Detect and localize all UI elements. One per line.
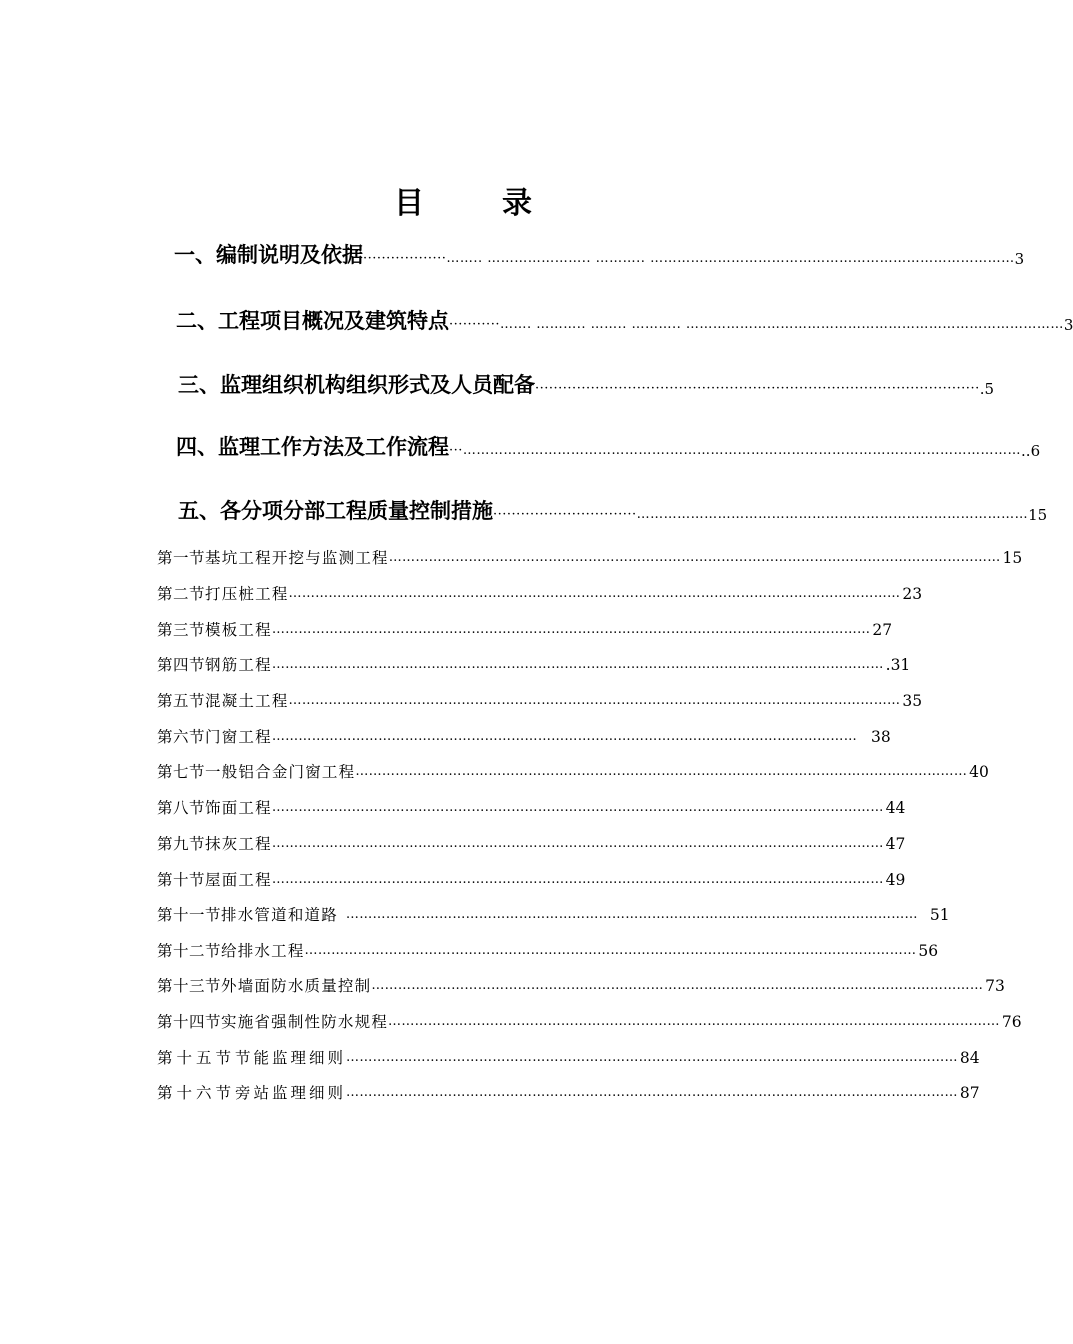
section-number: 第九节 <box>157 835 206 853</box>
toc-page-number: 73 <box>985 977 1005 995</box>
section-label: 屋面工程 <box>205 871 272 889</box>
toc-major-label: 四、监理工作方法及工作流程 <box>176 435 449 459</box>
toc-major-entry[interactable] <box>176 302 1073 336</box>
toc-section-entry[interactable] <box>157 579 923 605</box>
toc-page-number: 49 <box>885 871 906 889</box>
leader-dots: ………………………………………………………………………………………………………………………… <box>388 550 1001 565</box>
toc-page-number: 40 <box>969 763 989 781</box>
leader-dots: ………………………………………………………………………………………………………………………… <box>271 836 884 851</box>
leader-dots: ………………………………………………………………………………………………………………………… <box>371 978 984 993</box>
toc-section-entry[interactable] <box>157 650 911 676</box>
toc-page-number: 35 <box>902 692 923 710</box>
leader-dots: ………………………………………………………………………………………………………………………… <box>271 800 884 815</box>
section-number: 第五节 <box>157 692 206 710</box>
section-label: 排水管道和道路 <box>221 906 338 924</box>
toc-page-number: .31 <box>885 656 911 674</box>
section-label: 打压桩工程 <box>205 585 289 603</box>
section-label: 饰面工程 <box>205 799 272 817</box>
toc-page-number: 84 <box>959 1049 980 1067</box>
toc-page-number: 15 <box>1002 549 1023 567</box>
section-number: 第十五节 <box>157 1049 236 1067</box>
toc-section-entry[interactable] <box>157 829 906 855</box>
toc-page-number: 27 <box>872 621 893 639</box>
leader-dots: ………………………………………………………………………………………………………………………… <box>388 1014 1000 1029</box>
toc-major-label: 五、各分项分部工程质量控制措施 <box>178 499 493 523</box>
section-label: 混凝土工程 <box>205 692 289 710</box>
toc-page-number: .5 <box>979 380 995 398</box>
toc-section-entry[interactable] <box>157 757 989 783</box>
leader-dots: ………………………………………………………………………………………………………………………… <box>355 764 968 779</box>
section-number: 第一节 <box>157 549 206 567</box>
toc-page-number: 56 <box>918 942 939 960</box>
section-label: 旁站监理细则 <box>235 1084 347 1102</box>
leader-dots: ………………………………………………………………………………………………………………………… <box>288 586 901 601</box>
section-number: 第二节 <box>157 585 206 603</box>
toc-page-number: 38 <box>871 728 891 746</box>
section-label: 钢筋工程 <box>205 656 272 674</box>
leader-dots: ………………………………………………………………………………………………………………………… <box>346 1050 958 1065</box>
leader-dots: ………………………………………………………………………………………………………………………… <box>271 657 884 672</box>
leader-dots: ……………………………………………………………………………………………………………………… <box>271 622 871 637</box>
section-label: 外墙面防水质量控制 <box>221 977 372 995</box>
section-label: 模板工程 <box>205 621 272 639</box>
leader-dots: ·······························…………………………………………………………………………… <box>493 507 1029 522</box>
toc-page-number: 76 <box>1001 1013 1022 1031</box>
toc-page-number: 51 <box>929 906 950 924</box>
toc-major-entry[interactable] <box>178 492 1048 526</box>
toc-major-label: 一、编制说明及依据 <box>174 243 363 267</box>
toc-major-label: 二、工程项目概况及建筑特点 <box>176 309 449 333</box>
section-label: 一般铝合金门窗工程 <box>205 763 356 781</box>
toc-section-entry[interactable] <box>157 936 939 962</box>
section-number: 第六节 <box>157 728 206 746</box>
toc-page-number: 87 <box>959 1084 980 1102</box>
toc-section-entry[interactable] <box>157 1078 980 1104</box>
toc-section-entry[interactable] <box>157 722 891 748</box>
toc-section-entry[interactable] <box>157 1043 980 1069</box>
toc-section-entry[interactable] <box>157 900 950 926</box>
toc-page-number: 47 <box>885 835 906 853</box>
section-number: 第三节 <box>157 621 206 639</box>
toc-section-entry[interactable] <box>157 1007 1022 1033</box>
section-number: 第十三节 <box>157 977 222 995</box>
toc-major-entry[interactable] <box>174 236 1025 270</box>
section-number: 第十四节 <box>157 1013 222 1031</box>
toc-page-number: 23 <box>902 585 923 603</box>
section-number: 第十六节 <box>157 1084 236 1102</box>
toc-section-entry[interactable] <box>157 543 1023 569</box>
section-label: 节能监理细则 <box>235 1049 347 1067</box>
leader-dots: ···……………………………………….…………………………………………………………………… <box>449 443 1022 458</box>
toc-page-number: 3 <box>1063 316 1073 334</box>
section-number: 第十节 <box>157 871 206 889</box>
section-label: 给排水工程 <box>221 942 305 960</box>
section-label: 抹灰工程 <box>205 835 272 853</box>
toc-page-number: 44 <box>885 799 906 817</box>
leader-dots: ………………………………………………………………………………………………………………………… <box>304 943 917 958</box>
toc-page-number: ..6 <box>1021 442 1041 460</box>
toc-major-entry[interactable] <box>176 428 1041 462</box>
leader-dots: ································································································ <box>535 381 980 396</box>
toc-major-entry[interactable] <box>178 366 995 400</box>
leader-dots: ………………………………………………………………………………………………………………… <box>345 907 918 922</box>
toc-section-entry[interactable] <box>157 793 906 819</box>
toc-section-entry[interactable] <box>157 865 906 891</box>
section-label: 门窗工程 <box>205 728 272 746</box>
toc-page-number: 15 <box>1028 506 1048 524</box>
section-number: 第七节 <box>157 763 206 781</box>
leader-dots: ………………………………………………………………………………………………………………………… <box>271 872 884 887</box>
leader-dots: ··················…….. ………………….. ……….. ……………………………………………………………………… <box>363 251 1015 266</box>
toc-major-label: 三、监理组织机构组织形式及人员配备 <box>178 373 535 397</box>
section-label: 基坑工程开挖与监测工程 <box>205 549 389 567</box>
section-number: 第十一节 <box>157 906 222 924</box>
toc-section-entry[interactable] <box>157 971 1005 997</box>
section-number: 第四节 <box>157 656 206 674</box>
section-number: 第八节 <box>157 799 206 817</box>
toc-page-number: 3 <box>1014 250 1025 268</box>
toc-title: 目 录 <box>394 186 556 221</box>
leader-dots: …………………………………………………………………………………………………………………… <box>271 729 858 744</box>
leader-dots: ···········……. ……….. …….. ……….. ………………………………………………………………………… <box>449 317 1064 332</box>
leader-dots: ………………………………………………………………………………………………………………………… <box>346 1085 958 1100</box>
section-label: 实施省强制性防水规程 <box>221 1013 389 1031</box>
leader-dots: ………………………………………………………………………………………………………………………… <box>288 693 901 708</box>
toc-section-entry[interactable] <box>157 615 893 641</box>
section-number: 第十二节 <box>157 942 222 960</box>
toc-section-entry[interactable] <box>157 686 923 712</box>
